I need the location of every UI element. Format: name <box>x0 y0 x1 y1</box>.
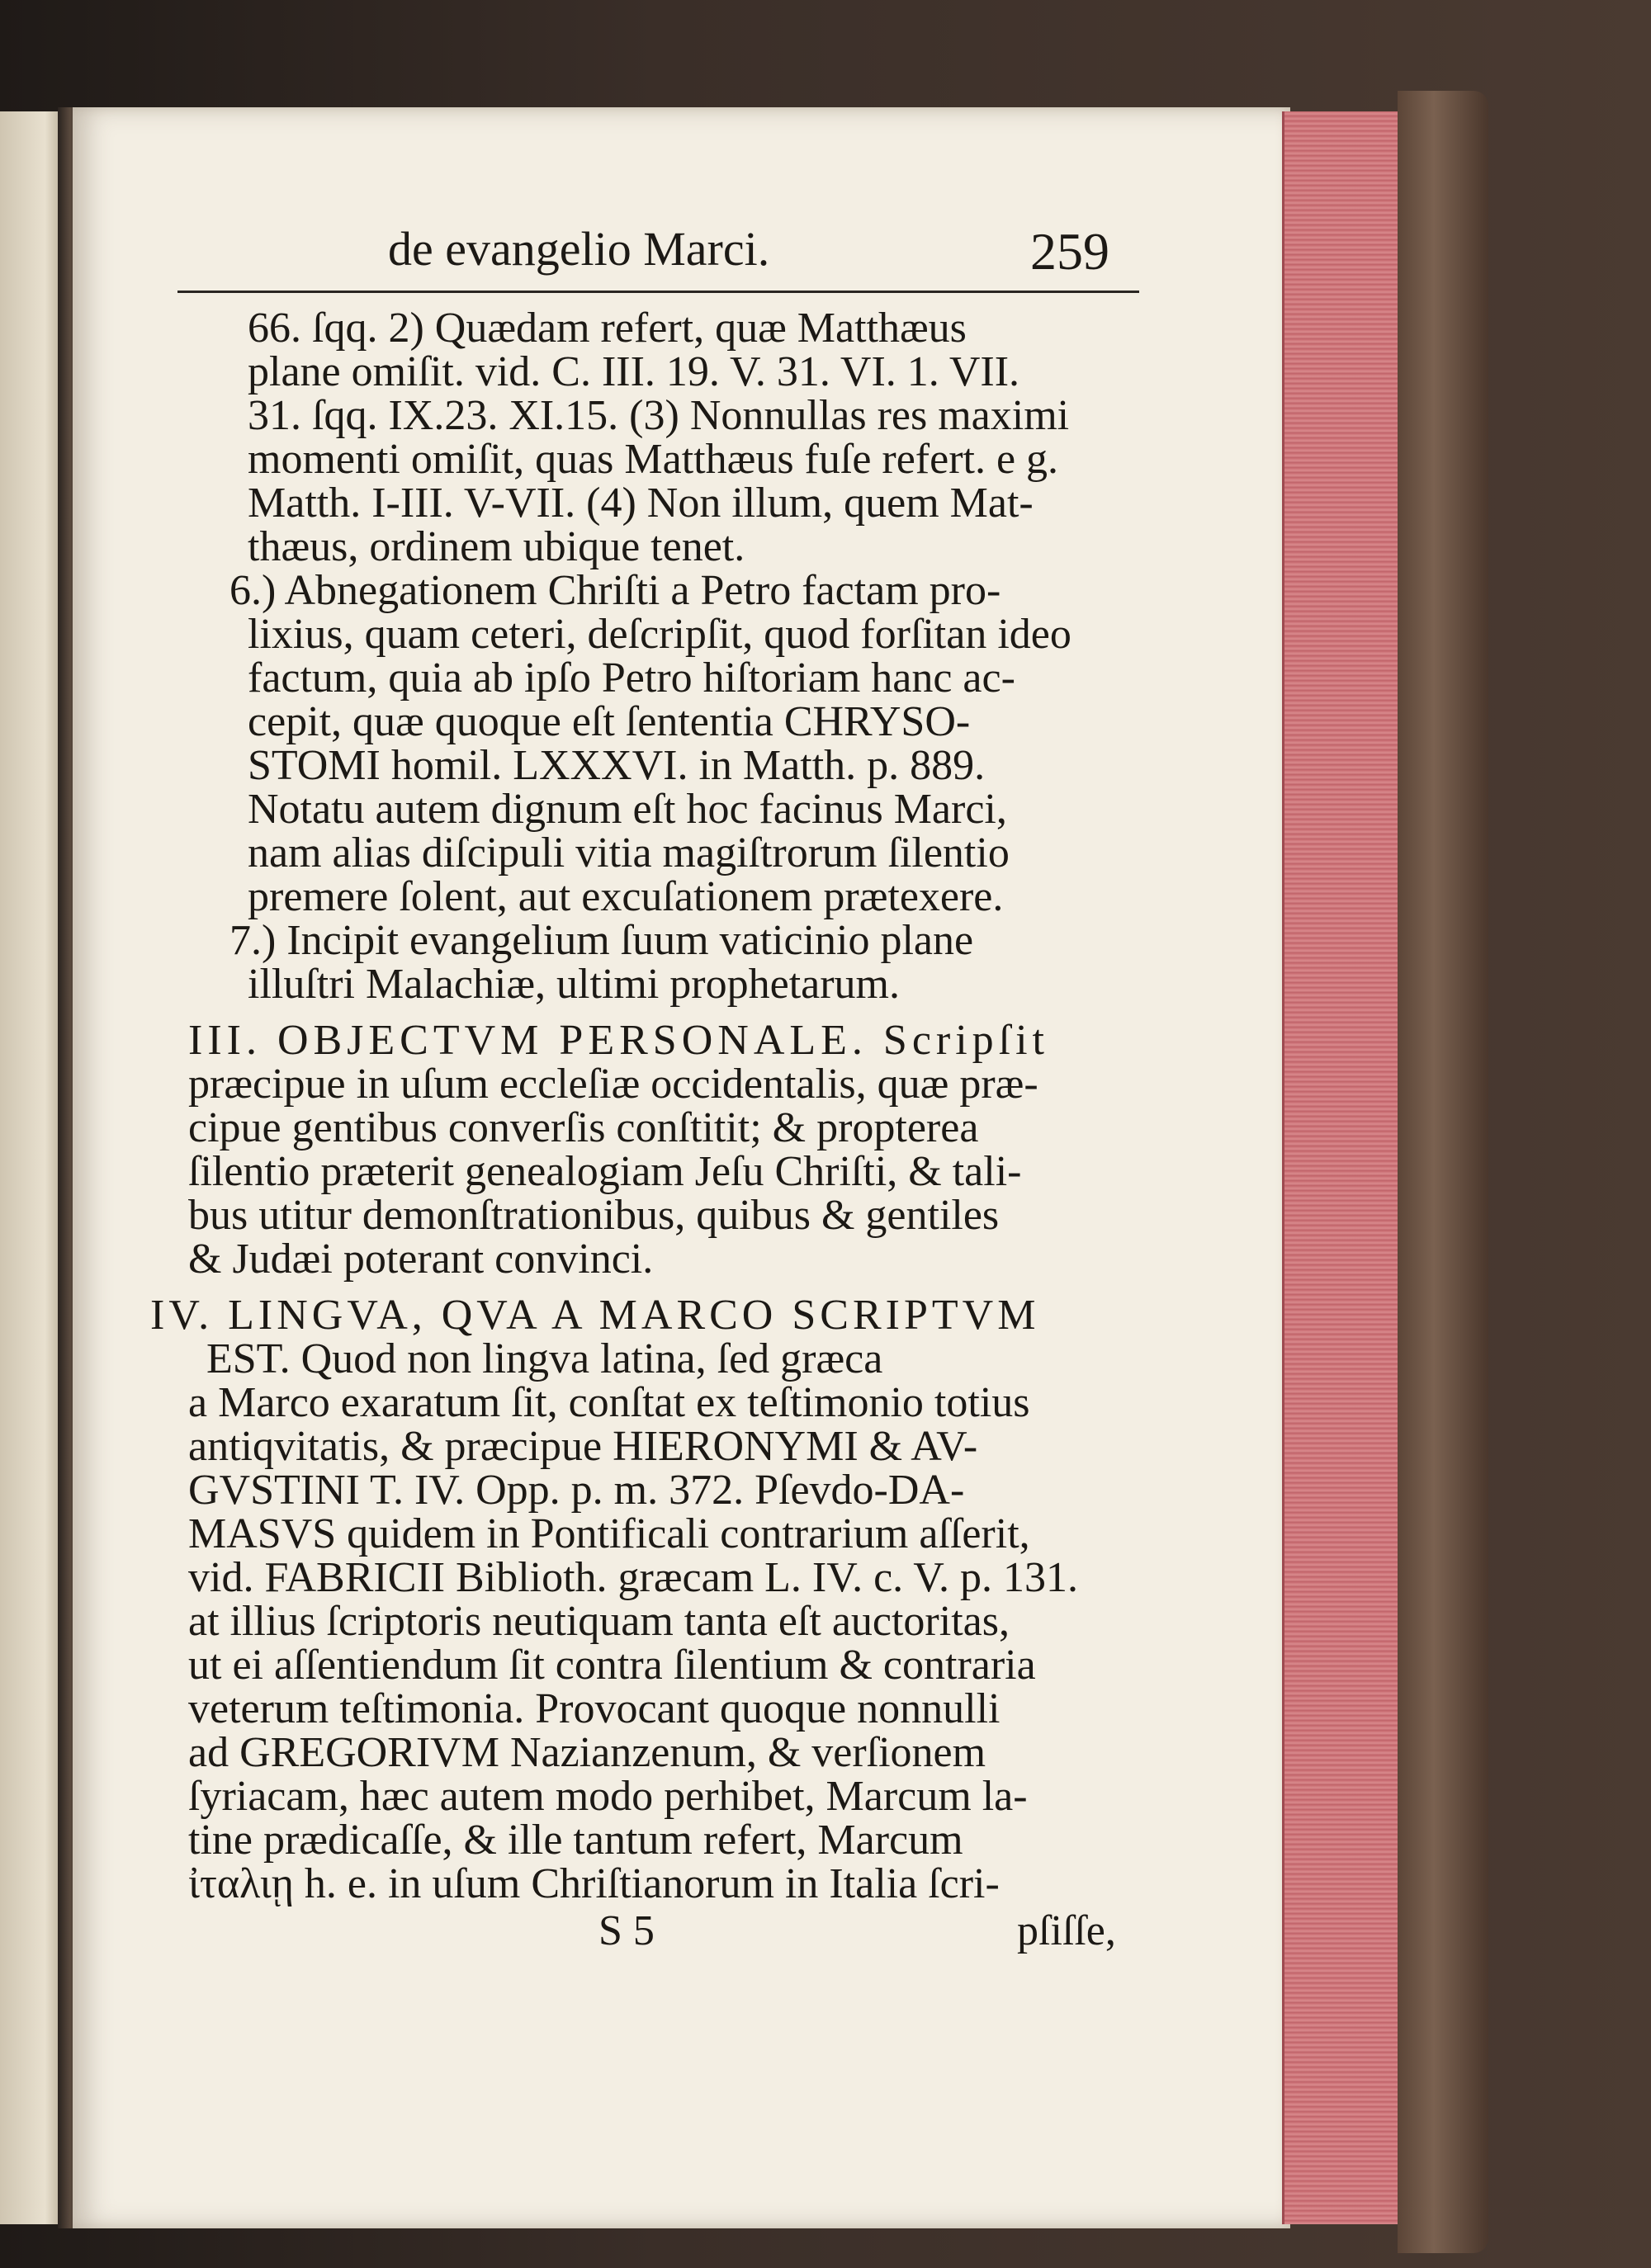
text-line: 6.) Abnegationem Chriſti a Petro factam pro- <box>229 567 1001 614</box>
text-line: & Judæi poterant convinci. <box>188 1236 654 1283</box>
text-line: momenti omiſit, quas Matthæus fuſe refert. e g. <box>248 436 1059 483</box>
text-line: ut ei aſſentiendum ſit contra ſilentium & contraria <box>188 1642 1036 1689</box>
catchword: pſiſſe, <box>1017 1907 1116 1954</box>
text-line: factum, quia ab ipſo Petro hiſtoriam hanc ac- <box>248 654 1015 702</box>
text-line: plane omiſit. vid. C. III. 19. V. 31. VI. 1. VII. <box>248 348 1020 395</box>
signature-mark: S 5 <box>598 1907 655 1954</box>
text-line: 31. ſqq. IX.23. XI.15. (3) Nonnullas res maximi <box>248 392 1070 439</box>
text-line: bus utitur demonſtrationibus, quibus & gentiles <box>188 1192 1000 1239</box>
text-line: premere ſolent, aut excuſationem prætexere. <box>248 873 1004 920</box>
text-line: ἰταλιῃ h. e. in uſum Chriſtianorum in Italia ſcri- <box>188 1860 1000 1907</box>
text-line: ſilentio præterit genealogiam Jeſu Chriſti, & tali- <box>188 1148 1022 1195</box>
text-line: præcipue in uſum eccleſiæ occidentalis, quæ præ- <box>188 1061 1038 1108</box>
page-number: 259 <box>1030 222 1109 281</box>
text-line: thæus, ordinem ubique tenet. <box>248 523 745 570</box>
text-line: cepit, quæ quoque eſt ſententia CHRYSO- <box>248 698 971 745</box>
text-line: lixius, quam ceteri, deſcripſit, quod forſitan ideo <box>248 611 1071 658</box>
text-line: nam alias diſcipuli vitia magiſtrorum ſilentio <box>248 829 1010 876</box>
text-line: Matth. I-III. V-VII. (4) Non illum, quem Mat- <box>248 480 1034 527</box>
text-line: illuſtri Malachiæ, ultimi prophetarum. <box>248 961 900 1008</box>
text-line: Notatu autem dignum eſt hoc facinus Marci, <box>248 786 1007 833</box>
text-line: ad GREGORIVM Nazianzenum, & verſionem <box>188 1729 986 1776</box>
text-line: veterum teſtimonia. Provocant quoque nonnulli <box>188 1685 1001 1732</box>
text-line: STOMI homil. LXXXVI. in Matth. p. 889. <box>248 742 986 789</box>
text-line: a Marco exaratum ſit, conſtat ex teſtimonio totius <box>188 1379 1030 1426</box>
header-rule <box>177 291 1139 293</box>
text-line: vid. FABRICII Biblioth. græcam L. IV. c. V. p. 131. <box>188 1554 1079 1601</box>
text-line: 66. ſqq. 2) Quædam refert, quæ Matthæus <box>248 305 967 352</box>
text-line: ſyriacam, hæc autem modo perhibet, Marcum la- <box>188 1773 1028 1820</box>
section-heading: III. OBJECTVM PERSONALE. Scripſit <box>188 1017 1049 1064</box>
section-heading: IV. LINGVA, QVA A MARCO SCRIPTVM <box>150 1292 1040 1339</box>
text-line: cipue gentibus converſis conſtitit; & propterea <box>188 1104 979 1151</box>
text-line: EST. Quod non lingva latina, ſed græca <box>206 1335 883 1382</box>
text-line: 7.) Incipit evangelium ſuum vaticinio plane <box>229 917 974 964</box>
running-head: de evangelio Marci. <box>388 222 770 276</box>
text-line: antiqvitatis, & præcipue HIERONYMI & AV- <box>188 1423 978 1470</box>
text-line: tine prædicaſſe, & ille tantum refert, Marcum <box>188 1817 963 1864</box>
text-line: at illius ſcriptoris neutiquam tanta eſt auctoritas, <box>188 1598 1010 1645</box>
text-line: GVSTINI T. IV. Opp. p. m. 372. Pſevdo-DA- <box>188 1467 965 1514</box>
text-line: MASVS quidem in Pontificali contrarium aſſerit, <box>188 1510 1030 1557</box>
